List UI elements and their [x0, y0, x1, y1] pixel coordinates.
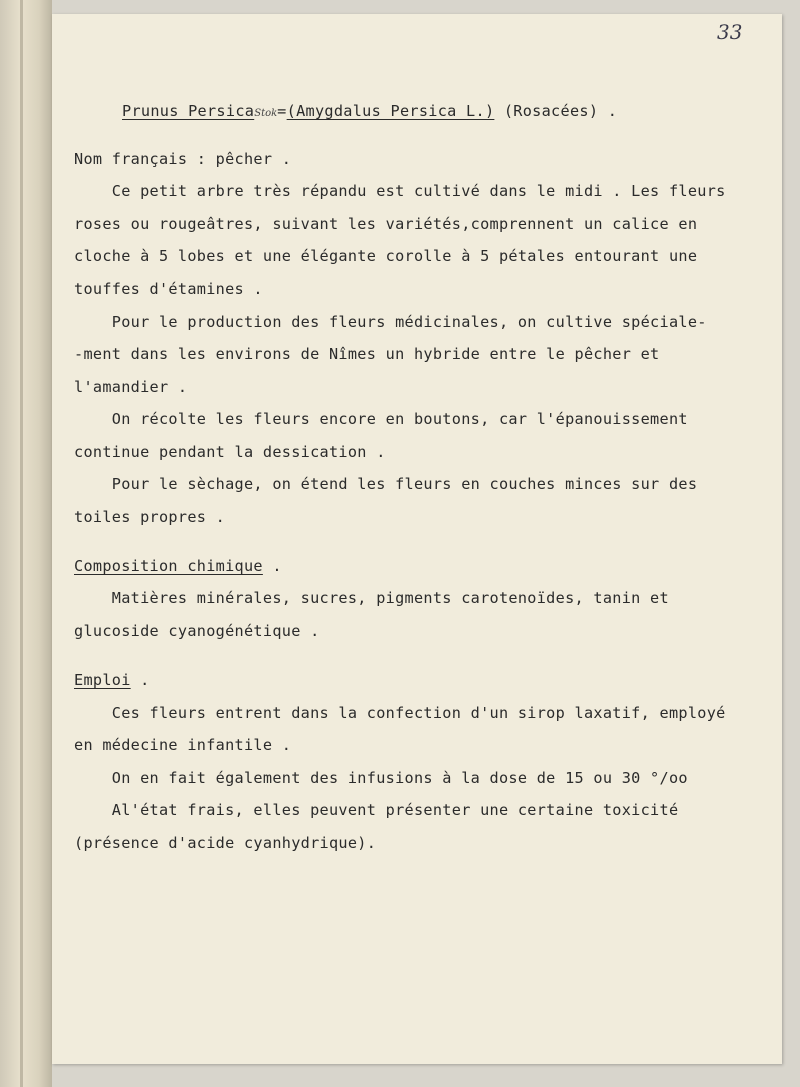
book-binding: [0, 0, 52, 1087]
section-heading-composition: [74, 557, 282, 575]
text-line: touffes d'étamines .: [74, 280, 263, 298]
text-line: Pour le production des fleurs médicinales, on cultive spéciale-: [74, 313, 707, 331]
section-heading-emploi: [74, 671, 150, 689]
title-synonym: (Amygdalus Persica L.): [286, 102, 495, 120]
emploi-heading-suffix: .: [130, 671, 150, 689]
title-equals: =: [277, 102, 287, 120]
title-family: (Rosacées) .: [494, 102, 618, 120]
text-line: Al'état frais, elles peuvent présenter une certaine toxicité: [74, 801, 679, 819]
text-line: On en fait également des infusions à la dose de 15 ou 30 °/oo: [74, 769, 688, 787]
text-line: Ces fleurs entrent dans la confection d'un sirop laxatif, employé: [74, 704, 726, 722]
text-line: (présence d'acide cyanhydrique).: [74, 834, 377, 852]
text-line: toiles propres .: [74, 508, 226, 526]
text-line: Ce petit arbre très répandu est cultivé dans le midi . Les fleurs: [74, 182, 726, 200]
page-title: [122, 102, 617, 120]
emploi-heading: Emploi: [74, 671, 131, 689]
title-handwritten-note: Stok: [254, 108, 278, 119]
text-line: Nom français : pêcher .: [74, 150, 292, 168]
text-line: cloche à 5 lobes et une élégante corolle à 5 pétales entourant une: [74, 247, 698, 265]
text-line: Pour le sèchage, on étend les fleurs en couches minces sur des: [74, 475, 698, 493]
binding-edge: [20, 0, 23, 1087]
text-line: glucoside cyanogénétique .: [74, 622, 320, 640]
page-number: 33: [717, 20, 743, 44]
composition-heading: Composition chimique: [74, 557, 263, 575]
text-line: l'amandier .: [74, 378, 188, 396]
text-line: Matières minérales, sucres, pigments carotenoïdes, tanin et: [74, 589, 669, 607]
text-line: On récolte les fleurs encore en boutons, car l'épanouissement: [74, 410, 688, 428]
document-page: [52, 14, 782, 1064]
text-line: roses ou rougeâtres, suivant les variétés,comprennent un calice en: [74, 215, 698, 233]
text-line: -ment dans les environs de Nîmes un hybride entre le pêcher et: [74, 345, 660, 363]
text-line: continue pendant la dessication .: [74, 443, 386, 461]
composition-heading-suffix: .: [262, 557, 282, 575]
text-line: en médecine infantile .: [74, 736, 292, 754]
title-genus: Prunus Persica: [122, 102, 255, 120]
